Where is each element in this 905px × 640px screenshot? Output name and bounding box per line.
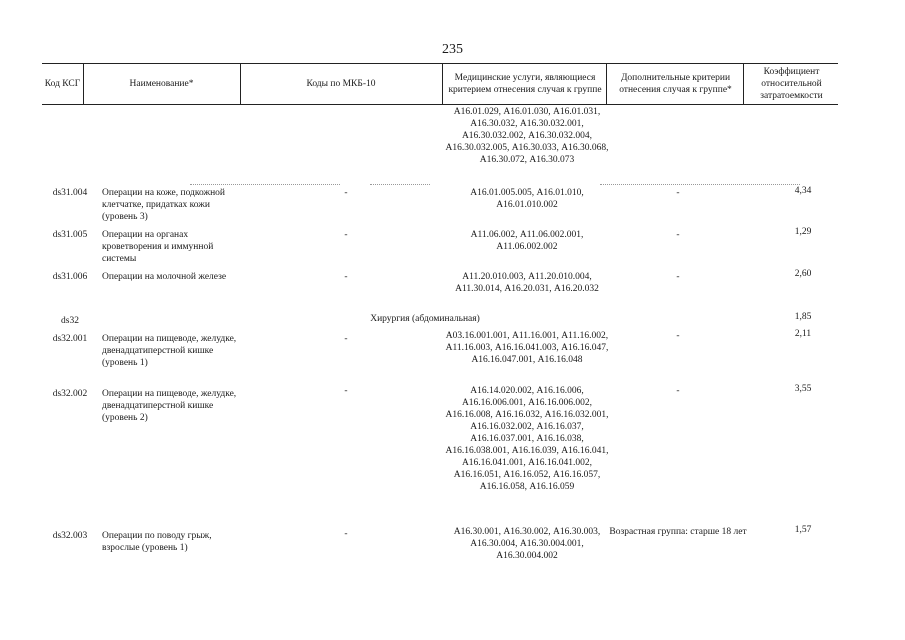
row-name: Операции на органах кроветворения и иммунной системы: [102, 230, 214, 264]
row-coefficient: 1,29: [794, 227, 812, 237]
column-divider: [743, 64, 744, 104]
row-code: ds31.006: [52, 272, 88, 282]
section-code: ds32: [61, 316, 79, 326]
scan-noise: [370, 184, 430, 186]
row-criteria: -: [676, 386, 680, 396]
row-criteria: Возрастная группа: старше 18 лет: [609, 527, 747, 537]
row-name: Операции по поводу грыж, взрослые (уровень 1): [102, 531, 212, 553]
header-mkb: Коды по МКБ-10: [306, 79, 376, 89]
header-services: Медицинские услуги, являющиеся критерием отнесения случая к группе: [448, 73, 602, 95]
row-criteria: -: [676, 230, 680, 240]
row-services: А11.20.010.003, А11.20.010.004, А11.30.014, А16.20.031, А16.20.032: [455, 272, 599, 294]
row-coefficient: 3,55: [794, 384, 812, 394]
row-code: ds32.002: [52, 389, 88, 399]
row-coefficient: 2,11: [794, 329, 812, 339]
row-services: А16.14.020.002, А16.16.006, А16.16.006.001, А16.16.006.002, А16.16.008, А16.16.032, А16.16.032.001, А16.16.032.002, А16.16.037, А16.16.037.001, А16.16.038, А16.16.038.001, А16.16.039, А16.16.041, А16.16.041.001, А16.16.041.002, А16.16.051, А16.16.052, А16.16.057, А16.16.058, А16.16.059: [445, 386, 609, 492]
row-code: ds31.005: [52, 230, 88, 240]
row-mkb: -: [344, 188, 348, 198]
row-criteria: -: [676, 272, 680, 282]
row-name: Операции на коже, подкожной клетчатке, придатках кожи (уровень 3): [102, 188, 226, 222]
column-divider: [442, 64, 443, 104]
row-mkb: -: [344, 272, 348, 282]
row-criteria: -: [676, 188, 680, 198]
header-criteria: Дополнительные критерии отнесения случая к группе*: [619, 73, 732, 95]
row-coefficient: 2,60: [794, 269, 812, 279]
section-title: Хирургия (абдоминальная): [370, 314, 480, 324]
continued-services: А16.01.029, А16.01.030, А16.01.031, А16.30.032, А16.30.032.001, А16.30.032.002, А16.30.032.004, А16.30.032.005, А16.30.033, А16.30.068, А16.30.072, А16.30.073: [445, 107, 609, 165]
row-services: А16.01.005.005, А16.01.010, А16.01.010.002: [470, 188, 584, 210]
row-code: ds31.004: [52, 188, 88, 198]
scan-noise: [190, 184, 340, 186]
row-code: ds32.003: [52, 531, 88, 541]
header-code: Код КСГ: [44, 79, 81, 89]
column-divider: [606, 64, 607, 104]
row-services: А11.06.002, А11.06.002.001, А11.06.002.002: [470, 230, 584, 252]
table-header: [42, 63, 838, 105]
row-coefficient: 1,57: [794, 525, 812, 535]
row-services: А16.30.001, А16.30.002, А16.30.003, А16.30.004, А16.30.004.001, А16.30.004.002: [453, 527, 601, 561]
row-mkb: -: [344, 386, 348, 396]
row-coefficient: 4,34: [794, 186, 812, 196]
page-number: 235: [442, 42, 463, 57]
row-criteria: -: [676, 331, 680, 341]
row-name: Операции на пищеводе, желудке, двенадцатиперстной кишке (уровень 2): [102, 389, 237, 423]
row-name: Операции на пищеводе, желудке, двенадцатиперстной кишке (уровень 1): [102, 334, 237, 368]
row-mkb: -: [344, 529, 348, 539]
row-code: ds32.001: [52, 334, 88, 344]
section-coefficient: 1,85: [794, 312, 812, 322]
row-services: А03.16.001.001, А11.16.001, А11.16.002, А11.16.003, А16.16.041.003, А16.16.047, А16.16.047.001, А16.16.048: [445, 331, 609, 365]
row-mkb: -: [344, 334, 348, 344]
header-coefficient: Коэффициент относительной затратоемкости: [760, 67, 823, 101]
row-name: Операции на молочной железе: [102, 272, 227, 282]
row-mkb: -: [344, 230, 348, 240]
header-name: Наименование*: [129, 79, 194, 89]
